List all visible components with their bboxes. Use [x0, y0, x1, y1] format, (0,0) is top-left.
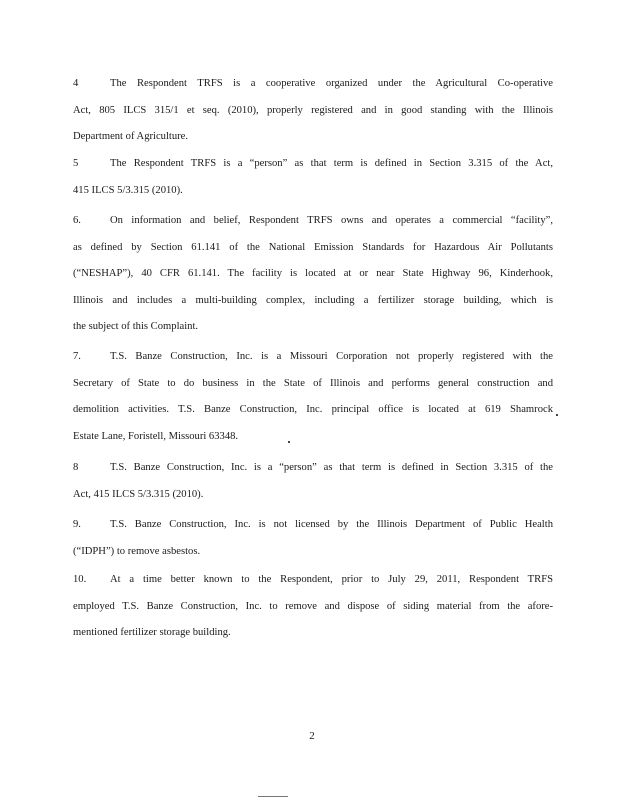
paragraph-number: 8 [73, 462, 79, 473]
paragraph-line: (“NESHAP”), 40 CFR 61.141. The facility is located at or near State Highway 96, Kinderhook, [73, 268, 553, 279]
paragraph-line: T.S. Banze Construction, Inc. is a Missouri Corporation not properly registered with the [110, 351, 553, 362]
paragraph-line: Act, 415 ILCS 5/3.315 (2010). [73, 488, 204, 500]
paragraph-line: Department of Agriculture. [73, 131, 189, 142]
scan-speck [288, 441, 290, 443]
paragraph-line: as defined by Section 61.141 of the National Emission Standards for Hazardous Air Pollutants [73, 241, 553, 253]
paragraph-line: Illinois and includes a multi-building complex, including a fertilizer storage building, which is [73, 294, 553, 306]
paragraph-line: Secretary of State to do business in the State of Illinois and performs general construction and [73, 377, 553, 389]
paragraph-line: (“IDPH”) to remove asbestos. [73, 545, 201, 557]
paragraph-line: The Respondent TRFS is a cooperative organized under the Agricultural Co-operative [110, 78, 553, 89]
paragraph-number: 10. [73, 574, 87, 585]
scan-edge-mark [258, 796, 288, 797]
paragraph-number: 5 [73, 158, 79, 169]
paragraph-number: 6. [73, 215, 81, 226]
paragraph-number: 7. [73, 351, 81, 362]
paragraph-line: T.S. Banze Construction, Inc. is a “person” as that term is defined in Section 3.315 of the [110, 462, 553, 473]
paragraph-line: On information and belief, Respondent TRFS owns and operates a commercial “facility”, [110, 215, 553, 226]
paragraph-line: T.S. Banze Construction, Inc. is not licensed by the Illinois Department of Public Health [110, 519, 553, 530]
paragraph-line: mentioned fertilizer storage building. [73, 627, 231, 638]
paragraph-8 [73, 455, 553, 508]
paragraph-line: 415 ILCS 5/3.315 (2010). [73, 184, 183, 196]
paragraph-line: the subject of this Complaint. [73, 321, 199, 332]
paragraph-5 [73, 151, 553, 204]
paragraph-line: Estate Lane, Foristell, Missouri 63348. [73, 430, 239, 442]
paragraph-4 [73, 71, 553, 151]
paragraph-6 [73, 208, 553, 341]
paragraph-number: 9. [73, 519, 81, 530]
paragraph-line: employed T.S. Banze Construction, Inc. to remove and dispose of siding material from the afore- [73, 600, 553, 612]
paragraph-line: demolition activities. T.S. Banze Construction, Inc. principal office is located at 619 Shamrock [73, 404, 553, 415]
page-number: 2 [309, 730, 315, 742]
paragraph-line: At a time better known to the Respondent, prior to July 29, 2011, Respondent TRFS [110, 574, 553, 585]
paragraph-10 [73, 567, 553, 647]
paragraph-line: Act, 805 ILCS 315/1 et seq. (2010), properly registered and in good standing with the Illinois [73, 104, 553, 116]
paragraph-number: 4 [73, 78, 79, 89]
paragraph-9 [73, 512, 553, 565]
scan-speck [556, 414, 558, 416]
paragraph-line: The Respondent TRFS is a “person” as that term is defined in Section 3.315 of the Act, [110, 158, 553, 169]
paragraph-7 [73, 344, 553, 450]
